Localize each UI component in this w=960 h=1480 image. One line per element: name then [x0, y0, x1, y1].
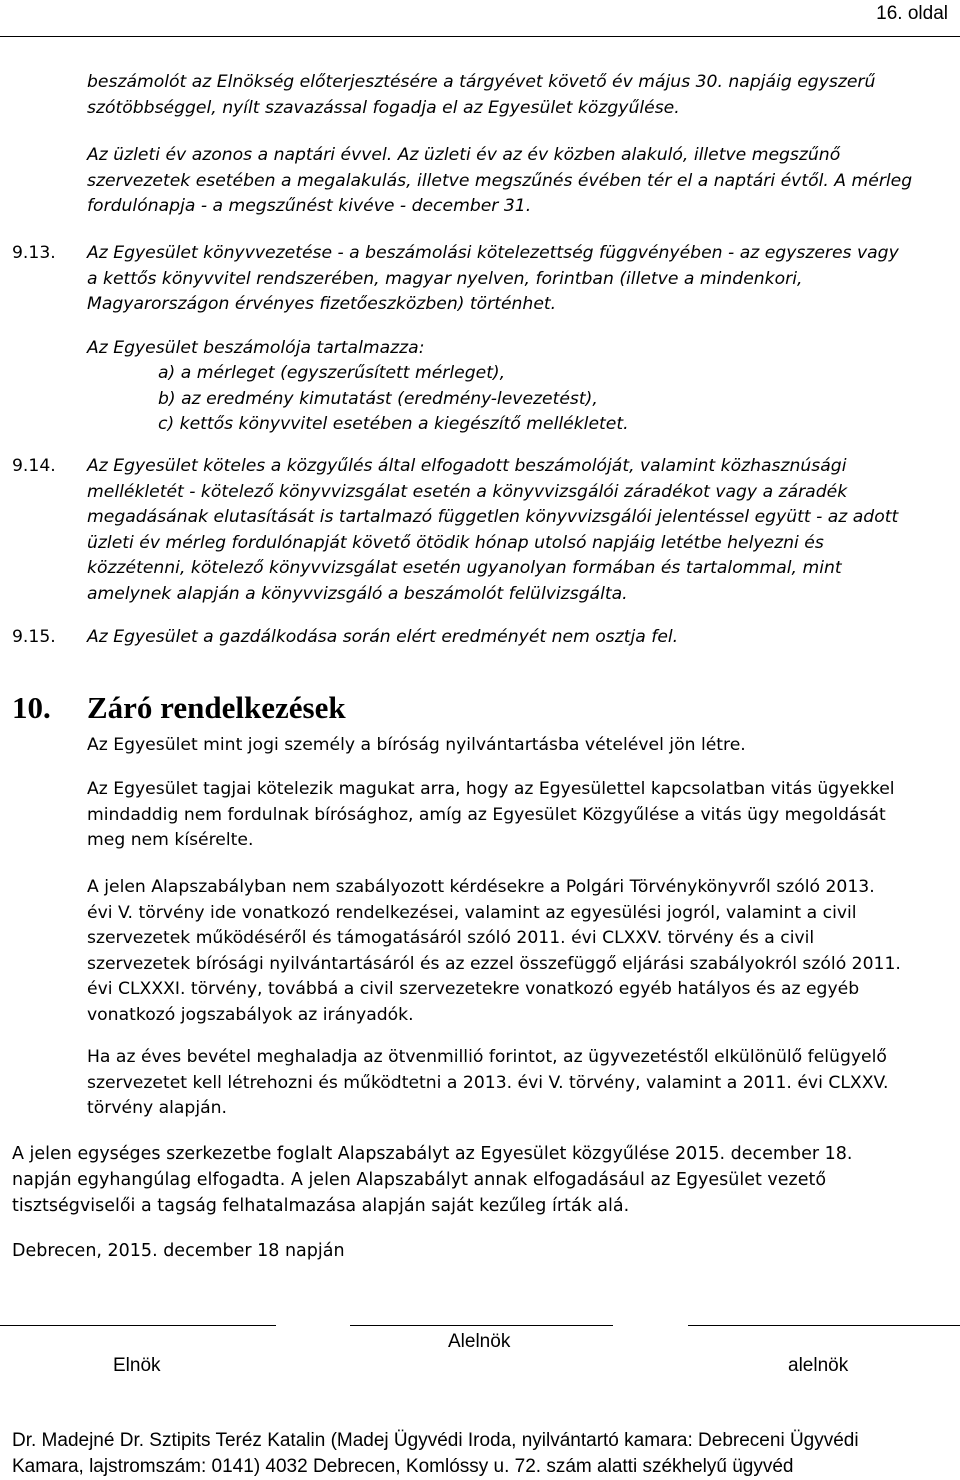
text-line: szervezetek bírósági nyilvántartásáról és az ezzel összefüggő eljárási szabályokról szóló 2011. — [87, 953, 901, 974]
text-line: Magyarországon érvényes fizetőeszközben) történhet. — [87, 294, 557, 314]
section-9-14-text — [87, 454, 953, 607]
text-line: a kettős könyvvitel rendszerében, magyar nyelven, forintban (illetve a mindenkori, — [87, 268, 803, 289]
paragraph-business-year — [87, 143, 953, 220]
footer-line: Dr. Madejné Dr. Sztipits Teréz Katalin (Madej Ügyvédi Iroda, nyilvántartó kamara: Debreceni Ügyvédi — [12, 1430, 859, 1451]
section-10-heading — [12, 690, 346, 726]
text-line: beszámolót az Elnökség előterjesztésére a tárgyévet követő év május 30. napjáig egyszerű — [87, 72, 876, 92]
section-number-9-15: 9.15. — [12, 627, 56, 647]
text-line: Ha az éves bevétel meghaladja az ötvenmillió forintot, az ügyvezetéstől elkülönülő felügyelő — [87, 1047, 887, 1067]
signature-label-alelnok-middle: Alelnök — [448, 1331, 511, 1352]
signature-line-right — [688, 1325, 960, 1326]
paragraph-legal-person: Az Egyesület mint jogi személy a bíróság nyilvántartásba vételével jön létre. — [87, 735, 746, 755]
paragraph-disputes — [87, 777, 953, 854]
text-line: szervezetek működéséről és támogatásáról szóló 2011. évi CLXXV. törvény és a civil — [87, 928, 815, 948]
text-line: szótöbbséggel, nyílt szavazással fogadja el az Egyesület közgyűlése. — [87, 97, 680, 118]
closing-paragraph — [12, 1141, 952, 1219]
signature-label-elnok: Elnök — [113, 1355, 161, 1376]
text-line: fordulónapja - a megszűnést kivéve - december 31. — [87, 196, 532, 216]
section-number-9-14: 9.14. — [12, 456, 56, 476]
text-line: Az Egyesület tagjai kötelezik magukat arra, hogy az Egyesülettel kapcsolatban vitás ügyekkel — [87, 779, 895, 799]
text-line: Az Egyesület könyvvezetése - a beszámolási kötelezettség függvényében - az egyszeres vagy — [87, 243, 899, 263]
text-line: tisztségviselői a tagság felhatalmazása alapján saját kezűleg írták alá. — [12, 1196, 630, 1216]
signature-label-alelnok-right: alelnök — [788, 1355, 849, 1376]
paragraph-report-approval — [87, 70, 953, 121]
report-contents-list — [158, 361, 629, 438]
list-item: b) az eredmény kimutatást (eredmény-levezetést), — [158, 388, 598, 409]
page-number: 16. oldal — [876, 3, 948, 24]
text-line: szervezetet kell létrehozni és működtetni a 2013. évi V. törvény, valamint a 2011. évi CLXXV. — [87, 1072, 889, 1093]
text-line: megadásának elutasítását is tartalmazó független könyvvizsgálói jelentéssel együtt - az adott — [87, 507, 899, 527]
text-line: Az Egyesület köteles a közgyűlés által elfogadott beszámolóját, valamint közhasznúsági — [87, 456, 847, 476]
text-line: meg nem kísérelte. — [87, 830, 254, 850]
list-item: a) a mérleget (egyszerűsített mérleget), — [158, 363, 506, 383]
paragraph-applicable-law — [87, 875, 953, 1028]
footer-line: Kamara, lajstromszám: 0141) 4032 Debrecen, Komlóssy u. 72. szám alatti székhelyű ügyvéd — [12, 1456, 794, 1477]
text-line: üzleti év mérleg fordulónapját követő ötödik hónap utolsó napjáig letétbe helyezni és — [87, 532, 824, 553]
text-line: évi CLXXXI. törvény, továbbá a civil szervezetekre vonatkozó egyéb hatályos és az egyéb — [87, 979, 860, 999]
section-number-9-13: 9.13. — [12, 243, 56, 263]
text-line: vonatkozó jogszabályok az irányadók. — [87, 1004, 414, 1025]
signature-line-left — [0, 1325, 276, 1326]
section-10-number: 10. — [12, 690, 51, 725]
list-item: c) kettős könyvvitel esetében a kiegészítő mellékletet. — [158, 414, 629, 434]
text-line: szervezetek esetében a megalakulás, illetve megszűnés évében tér el a naptári évtől. A mérleg — [87, 170, 913, 191]
place-and-date: Debrecen, 2015. december 18 napján — [12, 1241, 345, 1261]
report-contents-intro: Az Egyesület beszámolója tartalmazza: — [87, 338, 425, 358]
text-line: évi V. törvény ide vonatkozó rendelkezései, valamint az egyesülési jogról, valamint a civil — [87, 902, 857, 923]
page-header — [0, 0, 960, 37]
text-line: törvény alapján. — [87, 1098, 228, 1118]
text-line: Az üzleti év azonos a naptári évvel. Az üzleti év az év közben alakuló, illetve megszűnő — [87, 145, 841, 165]
paragraph-supervisory-body — [87, 1045, 953, 1122]
signature-line-middle — [350, 1325, 613, 1326]
text-line: mellékletét - kötelező könyvvizsgálat esetén a könyvvizsgálói záradékot vagy a záradék — [87, 481, 848, 502]
text-line: közzétenni, kötelező könyvvizsgálat esetén ugyanolyan formában és tartalommal, mint — [87, 558, 842, 578]
text-line: A jelen Alapszabályban nem szabályozott kérdésekre a Polgári Törvénykönyvről szóló 2013. — [87, 877, 875, 897]
section-9-13-text — [87, 241, 953, 318]
text-line: mindaddig nem fordulnak bírósághoz, amíg az Egyesület Közgyűlése a vitás ügy megoldását — [87, 804, 886, 825]
page-footer — [12, 1428, 952, 1480]
text-line: amelynek alapján a könyvvizsgáló a beszámolót felülvizsgálta. — [87, 583, 628, 604]
section-10-title: Záró rendelkezések — [87, 690, 346, 725]
text-line: napján egyhangúlag elfogadta. A jelen Alapszabályt annak elfogadásául az Egyesület vezető — [12, 1170, 827, 1190]
text-line: A jelen egységes szerkezetbe foglalt Alapszabályt az Egyesület közgyűlése 2015. december 18. — [12, 1144, 853, 1164]
section-9-15-text: Az Egyesület a gazdálkodása során elért eredményét nem osztja fel. — [87, 627, 679, 647]
